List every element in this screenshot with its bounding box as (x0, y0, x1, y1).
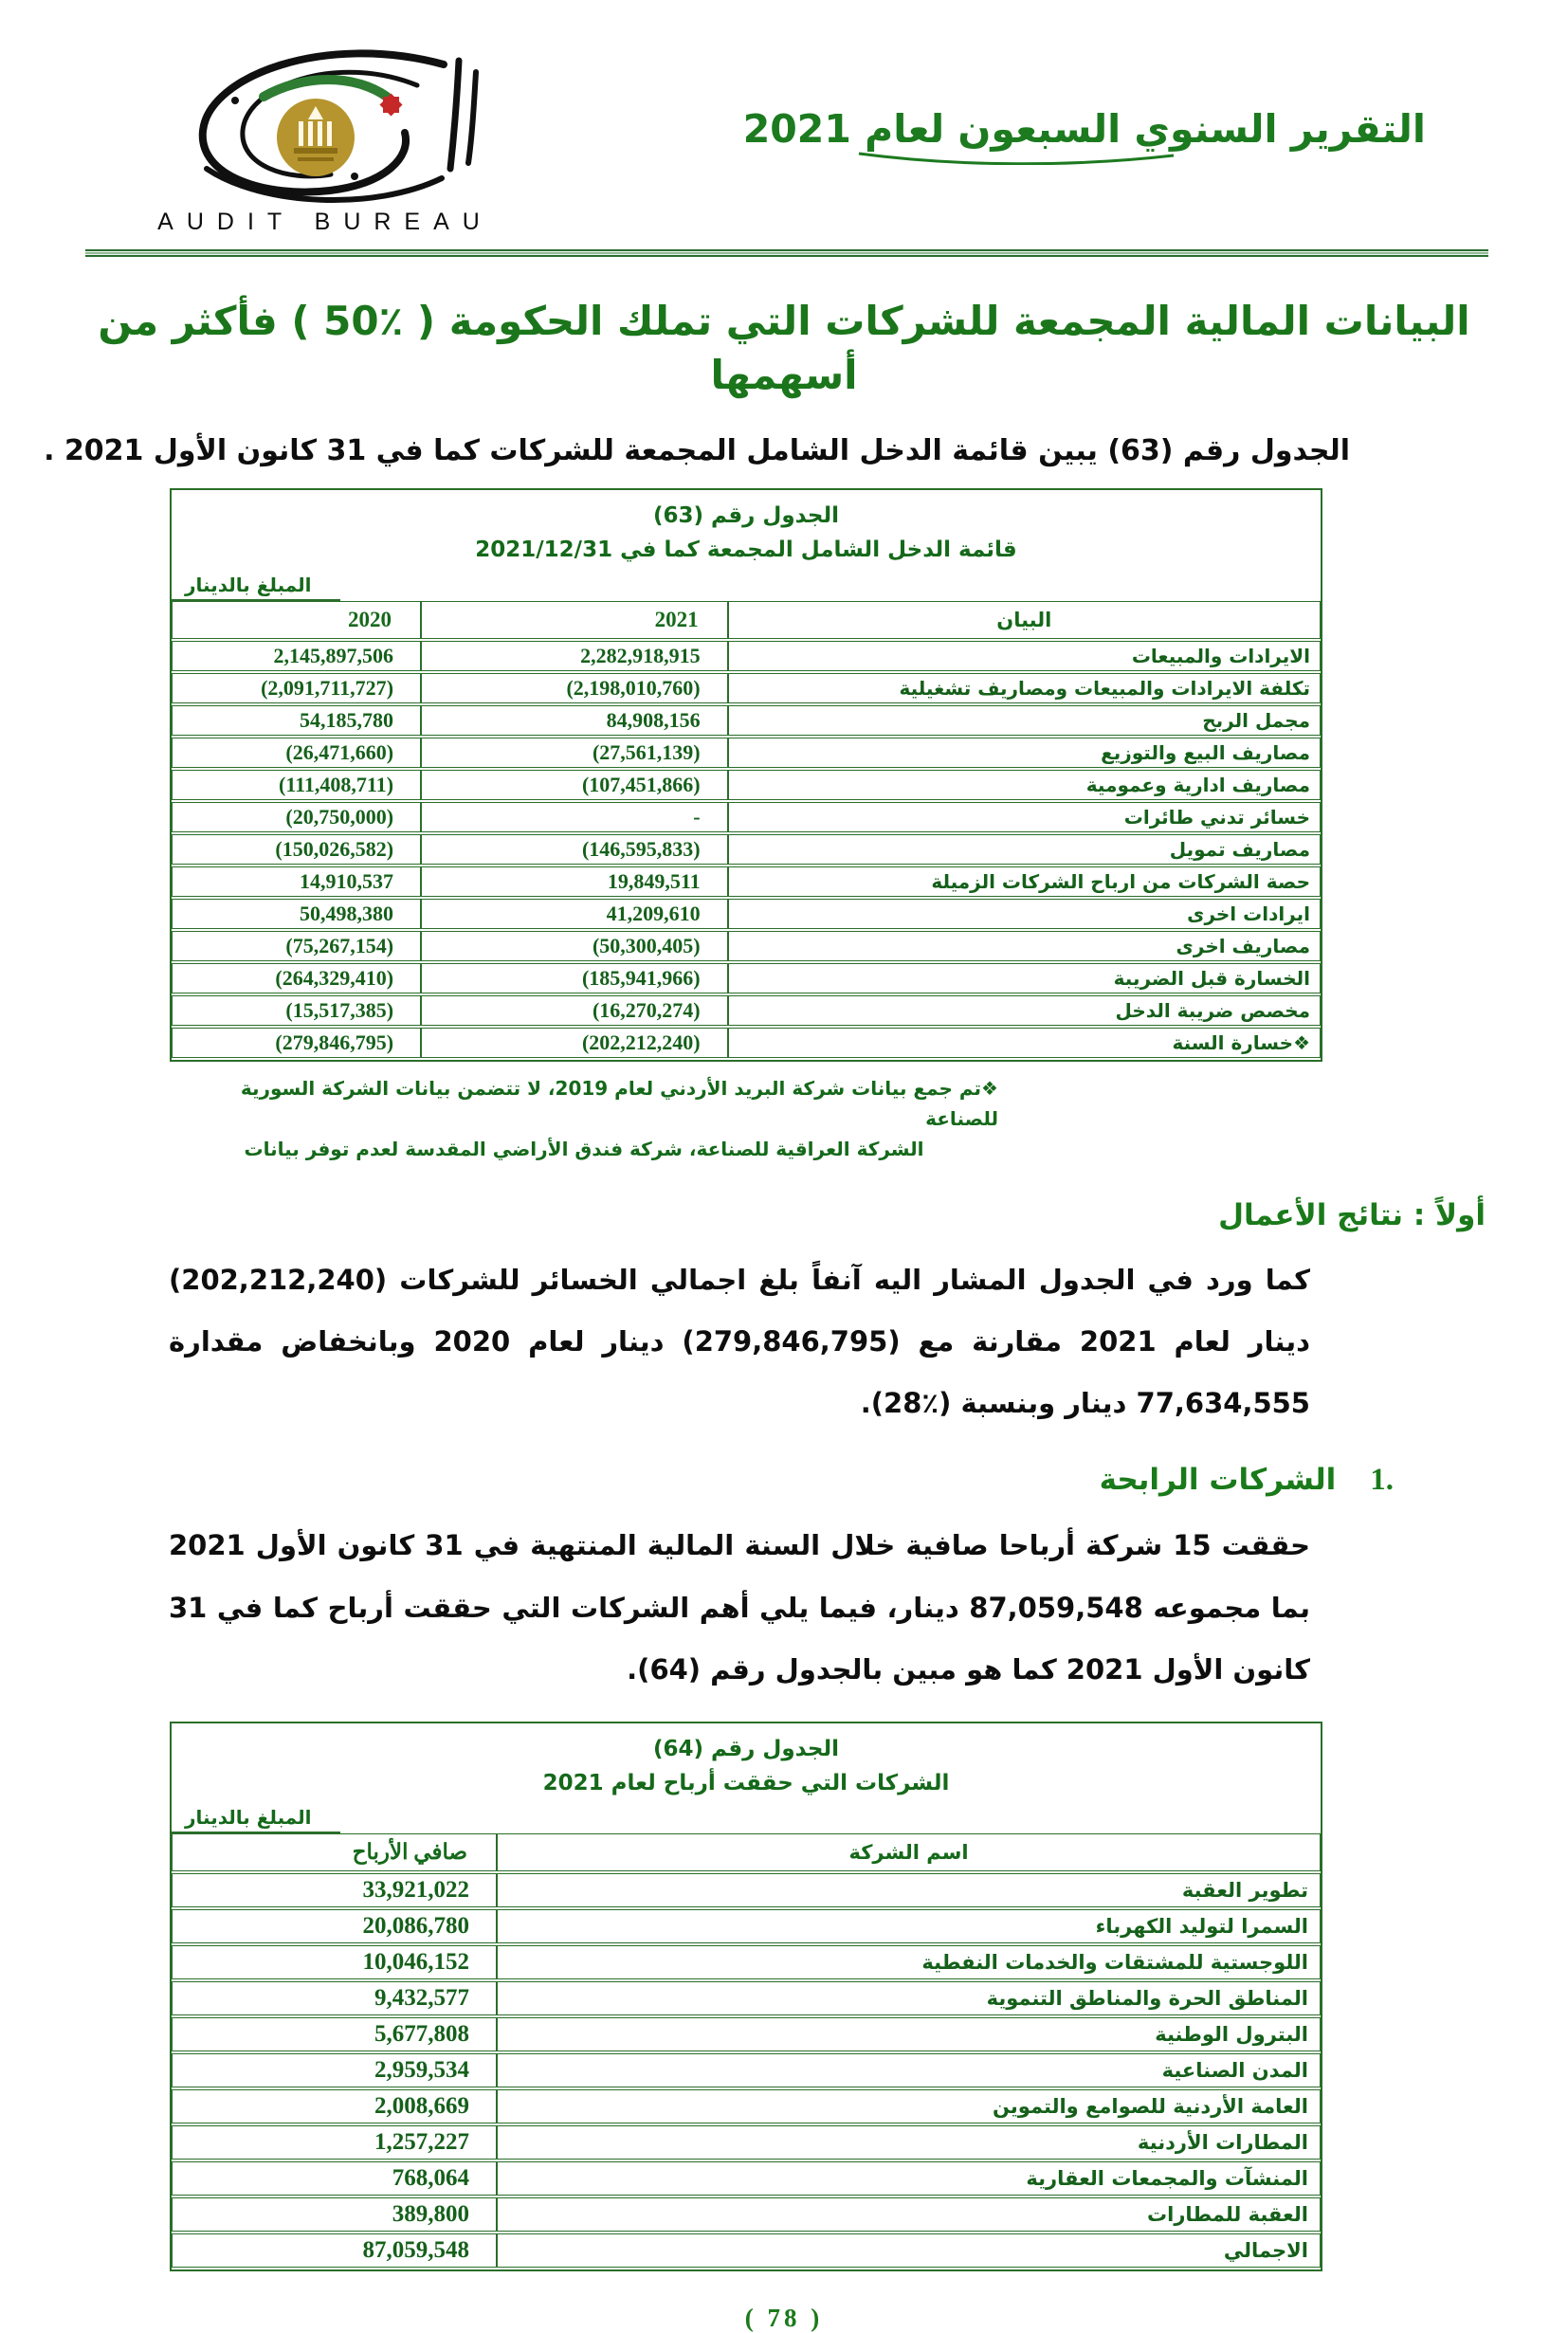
table-cell: ايرادات اخرى (728, 899, 1321, 929)
title-swash-decoration (855, 150, 1177, 165)
table-cell: (27,561,139) (421, 738, 728, 768)
currency-note-label: المبلغ بالدينار (172, 1806, 340, 1833)
table-row (172, 2053, 1321, 2087)
footnote-line: الشركة العراقية للصناعة، شركة فندق الأراضي المقدسة لعدم توفر بيانات (244, 1137, 924, 1160)
section-heading-text: الشركات الرابحة (1099, 1463, 1337, 1498)
report-title-text: التقرير السنوي السبعون لعام 2021 (742, 106, 1426, 152)
table-63 (170, 488, 1322, 1061)
table-row (172, 641, 1321, 671)
intro-line: الجدول رقم (63) يبين قائمة الدخل الشامل المجمعة للشركات كما في 31 كانون الأول 2021 . (44, 434, 1350, 468)
page-title: البيانات المالية المجمعة للشركات التي تملك الحكومة ( ٪50 ) فأكثر من أسهمها (98, 298, 1470, 398)
table-row (172, 673, 1321, 703)
table-cell: 10,046,152 (172, 1945, 497, 1979)
table-64-subtitle: الشركات التي حققت أرباح لعام 2021 (542, 1770, 950, 1795)
header-divider (85, 249, 1488, 257)
table-cell: (75,267,154) (172, 931, 421, 961)
table-cell: (111,408,711) (172, 770, 421, 800)
audit-bureau-logo (112, 44, 538, 236)
table-row (172, 1945, 1321, 1979)
logo-letter-stroke (450, 61, 459, 169)
table-cell: المطارات الأردنية (497, 2125, 1321, 2160)
table-cell: (50,300,405) (421, 931, 728, 961)
table-cell: - (421, 802, 728, 832)
table-cell: الخسارة قبل الضريبة (728, 963, 1321, 993)
table-cell: 19,849,511 (421, 866, 728, 897)
table-cell: 14,910,537 (172, 866, 421, 897)
table-row (172, 866, 1321, 897)
logo-red-star (379, 93, 402, 116)
table-cell: المدن الصناعية (497, 2053, 1321, 2087)
table-cell: حصة الشركات من ارباح الشركات الزميلة (728, 866, 1321, 897)
table-cell: مصاريف اخرى (728, 931, 1321, 961)
table-63-title: الجدول رقم (63) (652, 503, 840, 529)
table-row (172, 705, 1321, 736)
table-cell: 54,185,780 (172, 705, 421, 736)
table-cell: تطوير العقبة (497, 1873, 1321, 1907)
table-cell: السمرا لتوليد الكهرباء (497, 1909, 1321, 1943)
table-cell: (20,750,000) (172, 802, 421, 832)
column-header-profit: صافي الأرباح (172, 1833, 497, 1871)
table-cell: المنشآت والمجمعات العقارية (497, 2161, 1321, 2196)
table-row (172, 2197, 1321, 2232)
table-cell: ❖خسارة السنة (728, 1028, 1321, 1058)
table-63-body (172, 641, 1321, 1058)
page-number: ( 78 ) (744, 2304, 824, 2333)
table-header-row (172, 1833, 1321, 1871)
table-cell: (202,212,240) (421, 1028, 728, 1058)
table-64-body (172, 1873, 1321, 2268)
report-title (743, 106, 1426, 152)
table-cell: 20,086,780 (172, 1909, 497, 1943)
column-header-item: البيان (728, 601, 1321, 639)
profitable-companies-paragraph: حققت 15 شركة أرباحا صافية خلال السنة المالية المنتهية في 31 كانون الأول 2021 بما مجموعه 87,059,548 دينار، فيما يلي أهم الشركات التي حققت أرباح كما في 31 كانون الأول 2021 كما هو مبين بالجدول رقم (64). (169, 1529, 1310, 1686)
table-cell: (16,270,274) (421, 995, 728, 1026)
table-cell: (264,329,410) (172, 963, 421, 993)
currency-note (172, 1800, 1321, 1833)
footnote-line: ❖تم جمع بيانات شركة البريد الأردني لعام 2019، لا تتضمن بيانات الشركة السورية للصناعة (240, 1076, 998, 1130)
table-cell: 2,282,918,915 (421, 641, 728, 671)
page-header (0, 0, 1568, 236)
table-cell: مصاريف ادارية وعمومية (728, 770, 1321, 800)
table-cell: الايرادات والمبيعات (728, 641, 1321, 671)
table-cell: تكلفة الايرادات والمبيعات ومصاريف تشغيلية (728, 673, 1321, 703)
table-row (172, 1028, 1321, 1058)
table-row (172, 2161, 1321, 2196)
column-header-company: اسم الشركة (497, 1833, 1321, 1871)
table-cell: خسائر تدني طائرات (728, 802, 1321, 832)
logo-dot (231, 97, 239, 104)
table-row (172, 2233, 1321, 2268)
table-cell: 1,257,227 (172, 2125, 497, 2160)
table-cell: 2,145,897,506 (172, 641, 421, 671)
section-heading-results: أولاً : نتائج الأعمال (1218, 1197, 1486, 1232)
logo-wordmark-en: AUDIT BUREAU (157, 209, 493, 235)
logo-letter-stroke (468, 72, 476, 163)
table-row (172, 770, 1321, 800)
table-cell: اللوجستية للمشتقات والخدمات النفطية (497, 1945, 1321, 1979)
table-cell: 84,908,156 (421, 705, 728, 736)
table-cell: مخصص ضريبة الدخل (728, 995, 1321, 1026)
table-row (172, 931, 1321, 961)
column-header-2020: 2020 (172, 601, 421, 639)
profitable-companies-table (172, 1832, 1321, 2269)
table-cell: 33,921,022 (172, 1873, 497, 1907)
table-row (172, 2017, 1321, 2051)
table-cell: 5,677,808 (172, 2017, 497, 2051)
table-cell: (185,941,966) (421, 963, 728, 993)
table-cell: (2,091,711,727) (172, 673, 421, 703)
results-paragraph: كما ورد في الجدول المشار اليه آنفاً بلغ اجمالي الخسائر للشركات (202,212,240) دينار لعام 2021 مقارنة مع (279,846,795) دينار لعام 2020 وبانخفاض مقدارة 77,634,555 دينار وبنسبة (٪28). (169, 1263, 1310, 1420)
table-cell: العامة الأردنية للصوامع والتموين (497, 2089, 1321, 2123)
table-row (172, 834, 1321, 865)
table-cell: الاجمالي (497, 2233, 1321, 2268)
column-header-2021: 2021 (421, 601, 728, 639)
table-64 (170, 1722, 1322, 2271)
table-cell: 41,209,610 (421, 899, 728, 929)
income-statement-table (172, 599, 1321, 1060)
logo-dot (351, 173, 358, 180)
table-row (172, 2089, 1321, 2123)
table-header-row (172, 601, 1321, 639)
currency-note-label: المبلغ بالدينار (172, 574, 340, 601)
logo-gold-emblem (277, 99, 355, 176)
table-cell: 87,059,548 (172, 2233, 497, 2268)
table-cell: العقبة للمطارات (497, 2197, 1321, 2232)
table-cell: 9,432,577 (172, 1981, 497, 2015)
table-row (172, 1909, 1321, 1943)
table-cell: (150,026,582) (172, 834, 421, 865)
table-cell: (279,846,795) (172, 1028, 421, 1058)
table-cell: 389,800 (172, 2197, 497, 2232)
logo-calligraphy-icon (121, 44, 529, 207)
table-cell: 768,064 (172, 2161, 497, 2196)
table-row (172, 2125, 1321, 2160)
table-row (172, 1873, 1321, 1907)
table-cell: (26,471,660) (172, 738, 421, 768)
table-cell: 50,498,380 (172, 899, 421, 929)
table-cell: 2,008,669 (172, 2089, 497, 2123)
table-cell: (2,198,010,760) (421, 673, 728, 703)
table-cell: (15,517,385) (172, 995, 421, 1026)
section-number: 1. (1370, 1463, 1394, 1498)
table-row (172, 1981, 1321, 2015)
table-cell: مصاريف تمويل (728, 834, 1321, 865)
table-63-subtitle: قائمة الدخل الشامل المجمعة كما في 2021/12/31 (475, 538, 1017, 563)
table-cell: البترول الوطنية (497, 2017, 1321, 2051)
table-row (172, 899, 1321, 929)
table-row (172, 995, 1321, 1026)
table-row (172, 738, 1321, 768)
table-cell: (107,451,866) (421, 770, 728, 800)
table-63-footnote (170, 1073, 998, 1164)
table-cell: مصاريف البيع والتوزيع (728, 738, 1321, 768)
table-64-title: الجدول رقم (64) (652, 1737, 840, 1762)
table-cell: (146,595,833) (421, 834, 728, 865)
table-cell: المناطق الحرة والمناطق التنموية (497, 1981, 1321, 2015)
logo-green-arc (264, 80, 387, 97)
table-row (172, 963, 1321, 993)
section-heading-profitable-companies (0, 1463, 1394, 1498)
table-row (172, 802, 1321, 832)
table-cell: 2,959,534 (172, 2053, 497, 2087)
currency-note (172, 568, 1321, 601)
table-cell: مجمل الربح (728, 705, 1321, 736)
